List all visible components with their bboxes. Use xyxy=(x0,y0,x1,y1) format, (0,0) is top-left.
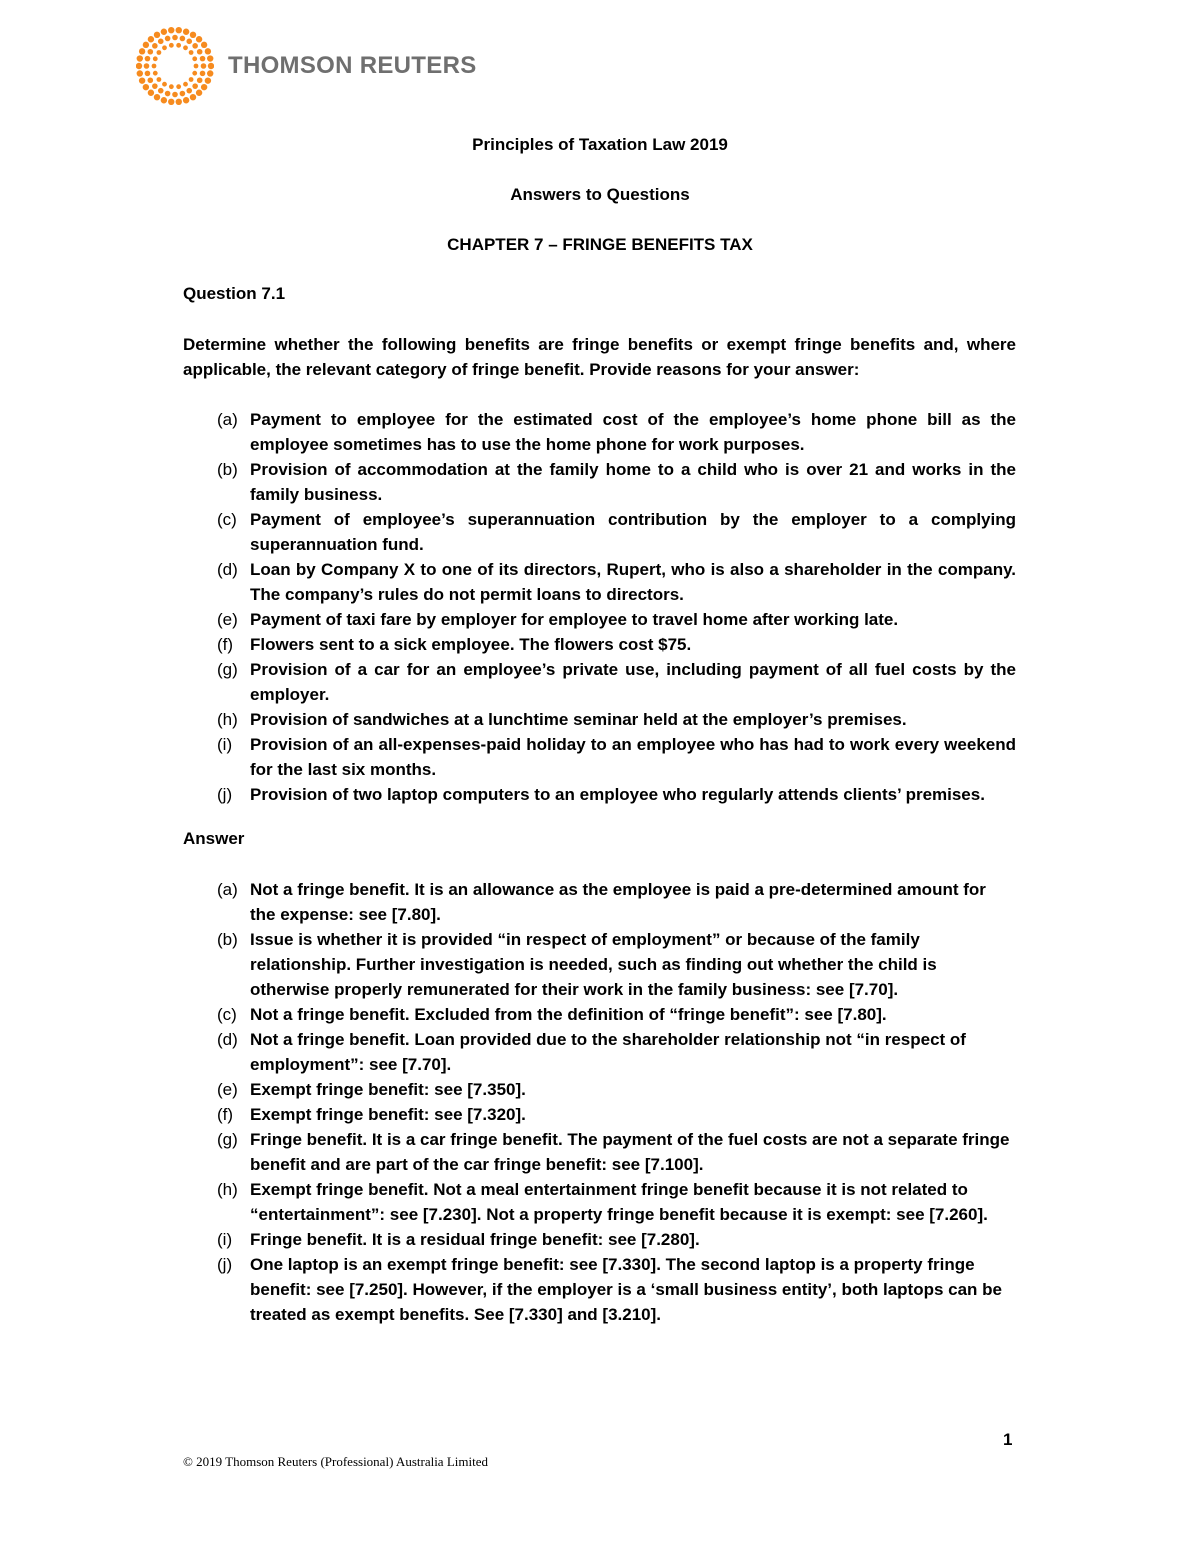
globe-dot xyxy=(192,71,197,76)
question-item-text: Payment to employee for the estimated cost of the employee’s home phone bill as the employee sometimes has to use the home phone for work purposes. xyxy=(250,410,1016,454)
globe-dot xyxy=(176,84,181,89)
globe-dot xyxy=(183,45,188,50)
globe-dot xyxy=(143,42,149,48)
question-heading: Question 7.1 xyxy=(183,284,286,303)
globe-dot xyxy=(197,49,203,55)
globe-dot xyxy=(190,32,196,38)
answer-item xyxy=(183,1252,1016,1327)
question-item-text: Provision of two laptop computers to an employee who regularly attends clients’ premises. xyxy=(250,785,985,804)
globe-dot xyxy=(196,90,202,96)
globe-dot xyxy=(207,55,213,61)
globe-dot xyxy=(207,70,213,76)
globe-dot xyxy=(165,91,171,97)
globe-dot xyxy=(172,35,178,41)
globe-dot xyxy=(186,39,192,45)
question-item-label: (c) xyxy=(217,510,237,529)
globe-dot xyxy=(183,97,189,103)
answer-item-text: Fringe benefit. It is a residual fringe benefit: see [7.280]. xyxy=(250,1230,700,1249)
document-title: Principles of Taxation Law 2019 xyxy=(472,135,728,154)
question-intro: Determine whether the following benefits are fringe benefits or exempt fringe benefits and, where applicable, the relevant category of fringe benefit. Provide reasons for your answer: xyxy=(183,335,1016,379)
globe-dot xyxy=(205,48,211,54)
globe-dot xyxy=(136,63,142,69)
globe-dot xyxy=(157,77,162,82)
question-item-text: Provision of sandwiches at a lunchtime seminar held at the employer’s premises. xyxy=(250,710,907,729)
question-item-text: Flowers sent to a sick employee. The flowers cost $75. xyxy=(250,635,692,654)
globe-dot xyxy=(139,77,145,83)
globe-dot xyxy=(194,64,199,69)
answer-item-label: (f) xyxy=(217,1105,234,1124)
question-item-text: Provision of a car for an employee’s private use, including payment of all fuel costs by the employer. xyxy=(250,660,1016,704)
globe-dot xyxy=(183,82,188,87)
question-item-text: Provision of an all-expenses-paid holiday to an employee who has had to work every weekend for the last six months. xyxy=(250,735,1016,779)
answer-item xyxy=(183,1127,1016,1177)
question-item-text: Payment of taxi fare by employer for employee to travel home after working late. xyxy=(250,610,899,629)
globe-dot xyxy=(139,48,145,54)
globe-dot xyxy=(169,84,174,89)
globe-dot xyxy=(176,27,182,33)
question-item xyxy=(183,732,1016,782)
answer-item-text: Issue is whether it is provided “in respect of employment” or because of the family relationship. Further investigation is needed, such as finding out whether the child is otherwise properly remunerated for their work in the family business: see [7.70]. xyxy=(250,930,937,999)
answer-item-text: Exempt fringe benefit: see [7.350]. xyxy=(250,1080,526,1099)
answer-item-label: (d) xyxy=(217,1030,238,1049)
globe-dot xyxy=(137,55,143,61)
question-item-label: (i) xyxy=(217,735,233,754)
globe-dot xyxy=(148,90,154,96)
globe-dot xyxy=(189,50,194,55)
answer-item-text: Exempt fringe benefit. Not a meal entertainment fringe benefit because it is not related to “entertainment”: see [7.230]. Not a property fringe benefit because it is exempt: see [7.260]. xyxy=(250,1180,988,1224)
answer-item-text: One laptop is an exempt fringe benefit: see [7.330]. The second laptop is a property fringe benefit: see [7.250]. However, if the employer is a ‘small business entity’, both laptops can be treated as exempt benefits. See [7.330] and [3.210]. xyxy=(250,1255,1003,1324)
question-item-label: (a) xyxy=(217,410,238,429)
globe-dot xyxy=(197,77,203,83)
question-item-label: (d) xyxy=(217,560,238,579)
question-item-text: Payment of employee’s superannuation contribution by the employer to a complying superannuation fund. xyxy=(250,510,1016,554)
answer-item xyxy=(183,927,1016,1002)
page-number: 1 xyxy=(1003,1430,1013,1449)
question-item-label: (e) xyxy=(217,610,238,629)
answer-item-label: (i) xyxy=(217,1230,233,1249)
answer-item-text: Fringe benefit. It is a car fringe benefit. The payment of the fuel costs are not a separate fringe benefit and are part of the car fringe benefit: see [7.100]. xyxy=(250,1130,1010,1174)
globe-dot xyxy=(205,77,211,83)
question-item xyxy=(183,607,1016,632)
brand-logo xyxy=(136,26,477,106)
answer-item-label: (a) xyxy=(217,880,238,899)
question-item-label: (f) xyxy=(217,635,234,654)
answer-item xyxy=(183,1027,1016,1077)
globe-dot xyxy=(158,39,164,45)
globe-dot xyxy=(176,99,182,105)
globe-dot xyxy=(201,84,207,90)
globe-dot xyxy=(153,56,158,61)
question-item-label: (h) xyxy=(217,710,238,729)
chapter-heading: CHAPTER 7 – FRINGE BENEFITS TAX xyxy=(447,235,753,254)
globe-dot xyxy=(168,99,174,105)
globe-dot xyxy=(137,70,143,76)
question-item xyxy=(183,407,1016,457)
answer-item xyxy=(183,1177,1016,1227)
globe-dot xyxy=(157,50,162,55)
globe-dot xyxy=(165,36,171,42)
answer-item-label: (e) xyxy=(217,1080,238,1099)
question-item xyxy=(183,557,1016,607)
globe-dot xyxy=(186,88,192,94)
globe-dot xyxy=(154,32,160,38)
globe-dot xyxy=(192,56,197,61)
globe-dot xyxy=(144,63,150,69)
globe-dot xyxy=(180,36,186,42)
globe-dot xyxy=(152,83,158,89)
answer-item-text: Not a fringe benefit. Loan provided due to the shareholder relationship not “in respect of employment”: see [7.70]. xyxy=(250,1030,966,1074)
globe-dot xyxy=(161,97,167,103)
globe-dot xyxy=(172,92,178,98)
globe-dot xyxy=(143,84,149,90)
question-item xyxy=(183,507,1016,557)
globe-dot xyxy=(190,94,196,100)
answer-item xyxy=(183,1102,1016,1127)
question-item xyxy=(183,782,1016,807)
answer-item-label: (b) xyxy=(217,930,238,949)
globe-dot xyxy=(192,83,198,89)
globe-dot xyxy=(196,36,202,42)
answer-item xyxy=(183,1002,1016,1027)
answer-item-label: (g) xyxy=(217,1130,238,1149)
question-item xyxy=(183,707,1016,732)
globe-dot xyxy=(180,91,186,97)
thomson-reuters-dot-globe-icon xyxy=(136,27,214,105)
globe-dot xyxy=(162,82,167,87)
globe-dot xyxy=(148,36,154,42)
answer-item xyxy=(183,877,1016,927)
globe-dot xyxy=(158,88,164,94)
globe-dot xyxy=(183,29,189,35)
globe-dot xyxy=(200,56,206,62)
globe-dot xyxy=(152,43,158,49)
question-item-label: (b) xyxy=(217,460,238,479)
globe-dot xyxy=(145,56,151,62)
globe-dot xyxy=(152,64,157,69)
question-list xyxy=(183,407,1016,807)
globe-dot xyxy=(154,94,160,100)
globe-dot xyxy=(162,45,167,50)
answer-item-text: Not a fringe benefit. Excluded from the definition of “fringe benefit”: see [7.80]. xyxy=(250,1005,887,1024)
answer-list xyxy=(183,877,1016,1327)
globe-dot xyxy=(153,71,158,76)
question-item xyxy=(183,457,1016,507)
globe-dot xyxy=(208,63,214,69)
globe-dot xyxy=(192,43,198,49)
question-item-text: Provision of accommodation at the family home to a child who is over 21 and works in the family business. xyxy=(250,460,1016,504)
globe-dot xyxy=(189,77,194,82)
globe-dot xyxy=(145,71,151,77)
question-item xyxy=(183,657,1016,707)
globe-dot xyxy=(148,49,154,55)
answer-item-label: (h) xyxy=(217,1180,238,1199)
answer-item xyxy=(183,1077,1016,1102)
brand-name: THOMSON REUTERS xyxy=(228,52,477,79)
globe-dot xyxy=(201,63,207,69)
question-item xyxy=(183,632,1016,657)
answer-item-label: (j) xyxy=(217,1255,233,1274)
copyright-notice: © 2019 Thomson Reuters (Professional) Australia Limited xyxy=(183,1454,488,1469)
globe-dot xyxy=(168,27,174,33)
globe-dot xyxy=(201,42,207,48)
question-item-text: Loan by Company X to one of its directors, Rupert, who is also a shareholder in the company. The company’s rules do not permit loans to directors. xyxy=(250,560,1016,604)
question-item-label: (g) xyxy=(217,660,238,679)
globe-dot xyxy=(148,77,154,83)
globe-dot xyxy=(176,43,181,48)
question-item-label: (j) xyxy=(217,785,233,804)
answer-item-text: Not a fringe benefit. It is an allowance as the employee is paid a pre-determined amount for the expense: see [7.80]. xyxy=(250,880,986,924)
globe-dot xyxy=(169,43,174,48)
answer-item-label: (c) xyxy=(217,1005,237,1024)
globe-dot xyxy=(161,29,167,35)
answer-item-text: Exempt fringe benefit: see [7.320]. xyxy=(250,1105,526,1124)
answer-heading: Answer xyxy=(183,829,245,848)
answer-item xyxy=(183,1227,1016,1252)
document-subtitle: Answers to Questions xyxy=(510,185,690,204)
globe-dot xyxy=(200,71,206,77)
